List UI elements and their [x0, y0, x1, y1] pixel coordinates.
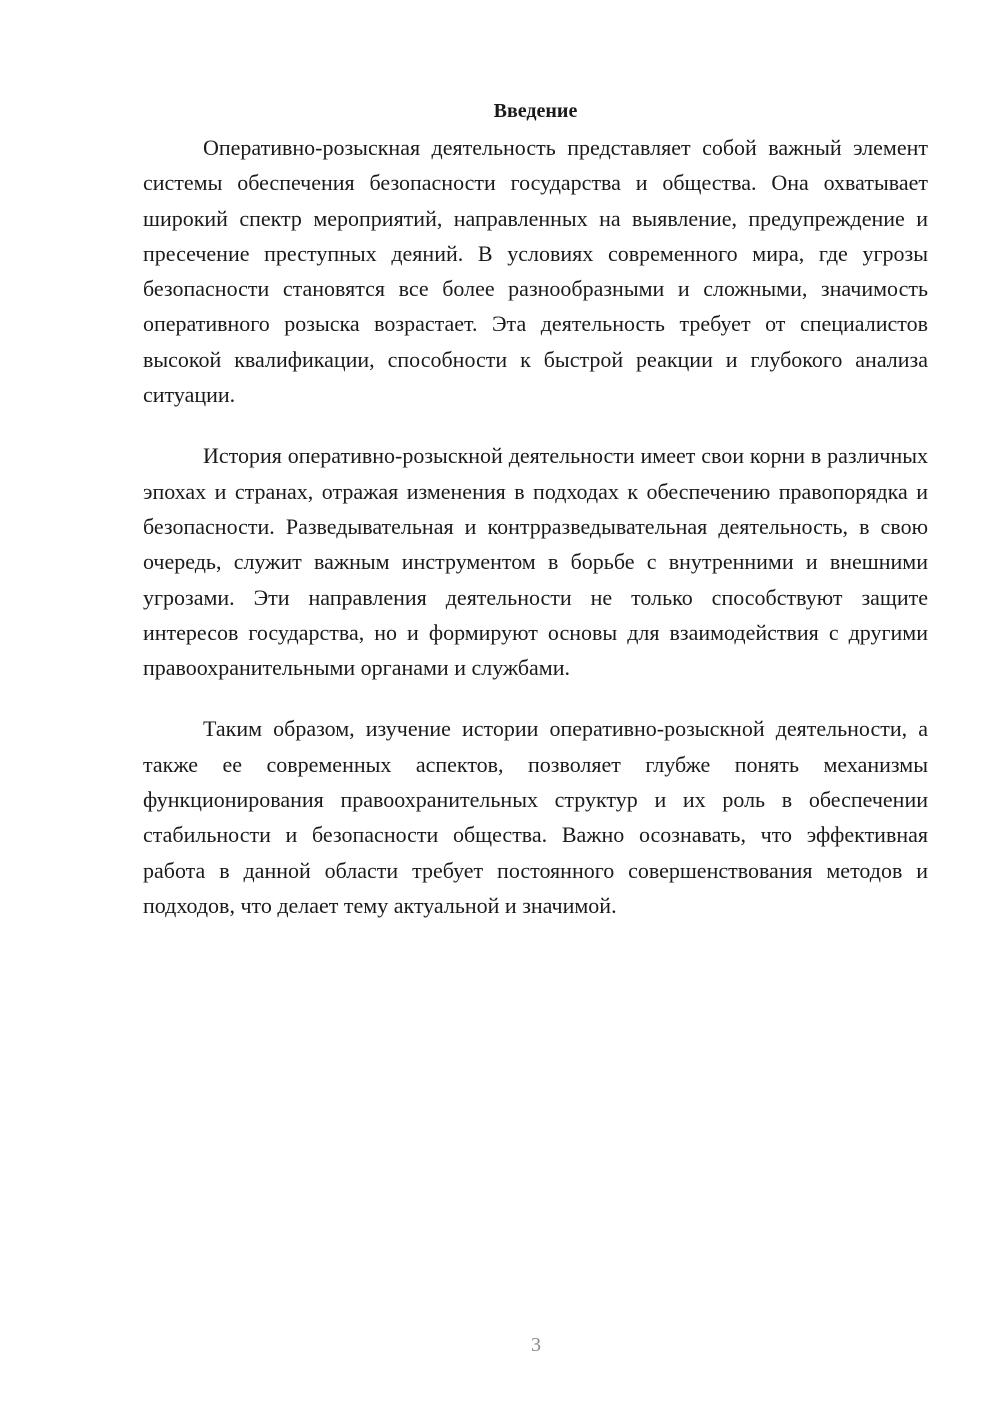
page-number: 3 — [531, 1334, 541, 1356]
document-body — [143, 96, 928, 949]
paragraph-1: Оперативно-розыскная деятельность представляет собой важный элемент системы обеспечения безопасности государства и общества. Она охватывает широкий спектр мероприятий, направленных на выявление, предупреждение и пресечение преступных деяний. В условиях современного мира, где угрозы безопасности становятся все более разнообразными и сложными, значимость оперативного розыска возрастает. Эта деятельность требует от специалистов высокой квалификации, способности к быстрой реакции и глубокого анализа ситуации. — [143, 135, 928, 408]
section-title: Введение — [493, 100, 578, 122]
paragraph-3: Таким образом, изучение истории оперативно-розыскной деятельности, а также ее современных аспектов, позволяет глубже понять механизмы функционирования правоохранительных структур и их роль в обеспечении стабильности и безопасности общества. Важно осознавать, что эффективная работа в данной области требует постоянного совершенствования методов и подходов, что делает тему актуальной и значимой. — [143, 716, 928, 918]
paragraph-2: История оперативно-розыскной деятельности имеет свои корни в различных эпохах и странах, отражая изменения в подходах к обеспечению правопорядка и безопасности. Разведывательная и контрразведывательная деятельность, в свою очередь, служит важным инструментом в борьбе с внутренними и внешними угрозами. Эти направления деятельности не только способствуют защите интересов государства, но и формируют основы для взаимодействия с другими правоохранительными органами и службами. — [143, 443, 928, 681]
